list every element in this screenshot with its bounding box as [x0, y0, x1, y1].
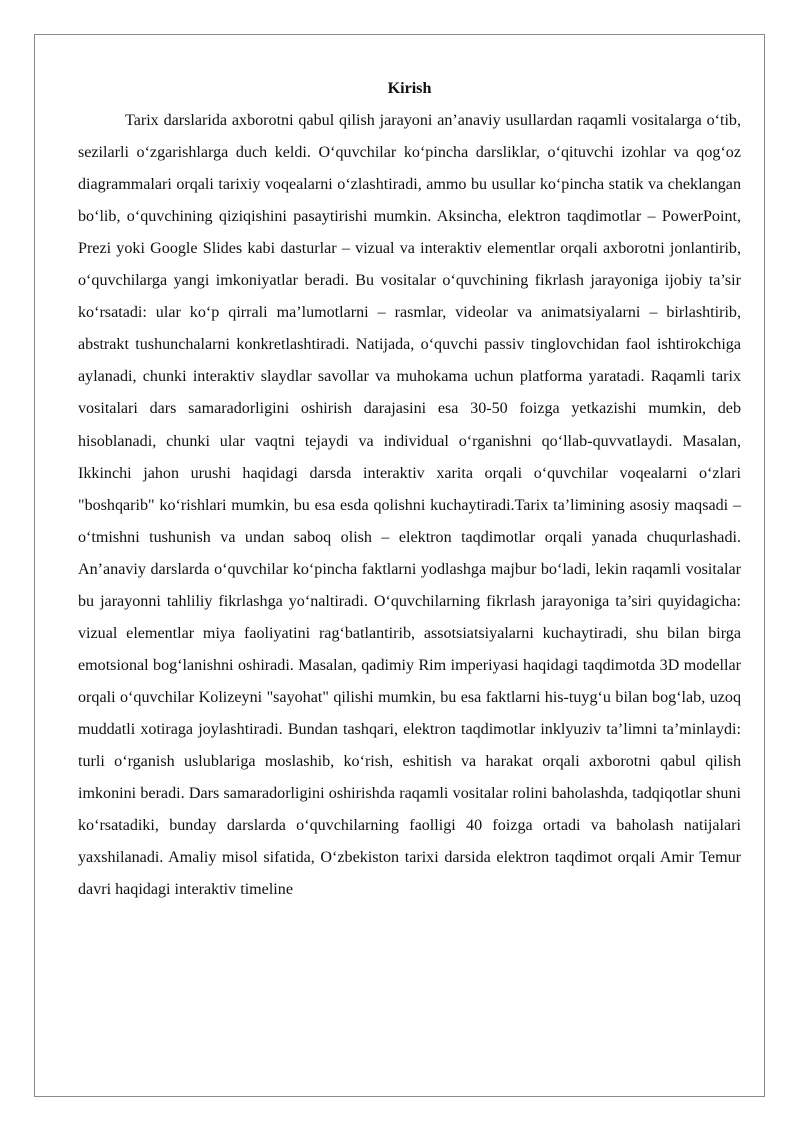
body-paragraph: Tarix darslarida axborotni qabul qilish jarayoni an’anaviy usullardan raqamli vositalarga o‘tib, sezilarli o‘zgarishlarga duch keldi. O‘quvchilar ko‘pincha darsliklar, o‘qituvchi izohlar va qog‘oz diagrammalari orqali tarixiy voqealarni o‘zlashtiradi, ammo bu usullar ko‘pincha statik va cheklangan bo‘lib, o‘quvchining qiziqishini pasaytirishi mumkin. Aksincha, elektron taqdimotlar – PowerPoint, Prezi yoki Google Slides kabi dasturlar – vizual va interaktiv elementlar orqali axborotni jonlantirib, o‘quvchilarga yangi imkoniyatlar beradi. Bu vositalar o‘quvchining fikrlash jarayoniga ijobiy ta’sir ko‘rsatadi: ular ko‘p qirrali ma’lumotlarni – rasmlar, videolar va animatsiyalarni – birlashtirib, abstrakt tushunchalarni konkretlashtiradi. Natijada, o‘quvchi passiv tinglovchidan faol ishtirokchiga aylanadi, chunki interaktiv slaydlar savollar va muhokama uchun platforma yaratadi. Raqamli tarix vositalari dars samaradorligini oshirish darajasini esa 30-50 foizga yetkazishi mumkin, deb hisoblanadi, chunki ular vaqtni tejaydi va individual o‘rganishni qo‘llab-quvvatlaydi. Masalan, Ikkinchi jahon urushi haqidagi darsda interaktiv xarita orqali o‘quvchilar voqealarni o‘zlari "boshqarib" ko‘rishlari mumkin, bu esa esda qolishni kuchaytiradi.Tarix ta’limining asosiy maqsadi – o‘tmishni tushunish va undan saboq olish – elektron taqdimotlar orqali yanada chuqurlashadi. An’anaviy darslarda o‘quvchilar ko‘pincha faktlarni yodlashga majbur bo‘ladi, lekin raqamli vositalar bu jarayonni tahliliy fikrlashga yo‘naltiradi. O‘quvchilarning fikrlash jarayoniga ta’siri quyidagicha: vizual elementlar miya faoliyatini rag‘batlantirib, assotsiatsiyalarni kuchaytiradi, shu bilan birga emotsional bog‘lanishni oshiradi. Masalan, qadimiy Rim imperiyasi haqidagi taqdimotda 3D modellar orqali o‘quvchilar Kolizeyni "sayohat" qilishi mumkin, bu esa faktlarni his-tuyg‘u bilan bog‘lab, uzoq muddatli xotiraga joylashtiradi. Bundan tashqari, elektron taqdimotlar inklyuziv ta’limni ta’minlaydi: turli o‘rganish uslublariga moslashib, ko‘rish, eshitish va harakat orqali axborotni qabul qilish imkonini beradi. Dars samaradorligini oshirishda raqamli vositalar rolini baholashda, tadqiqotlar shuni ko‘rsatadiki, bunday darslarda o‘quvchilarning faolligi 40 foizga ortadi va baholash natijalari yaxshilanadi. Amaliy misol sifatida, O‘zbekiston tarixi darsida elektron taqdimot orqali Amir Temur davri haqidagi interaktiv timeline	[78, 112, 741, 899]
section-title: Kirish	[387, 80, 432, 97]
document-content	[78, 73, 741, 906]
